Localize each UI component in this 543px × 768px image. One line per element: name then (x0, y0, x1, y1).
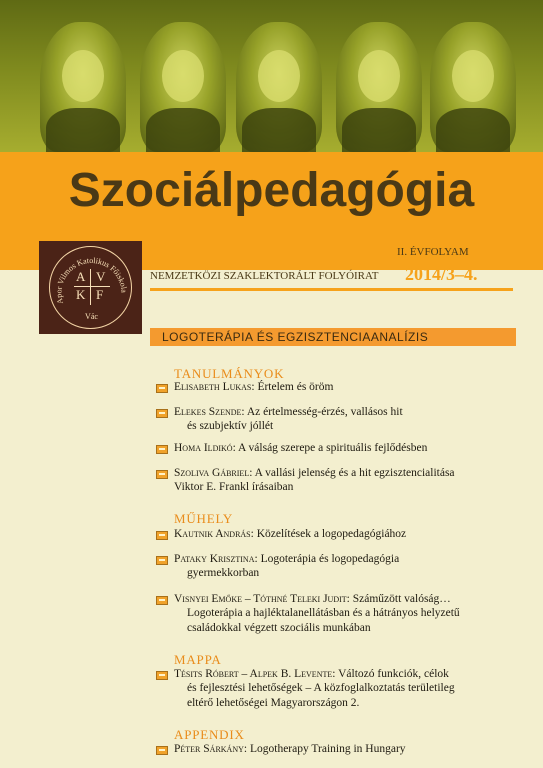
journal-type: NEMZETKÖZI SZAKLEKTORÁLT FOLYÓIRAT (150, 270, 379, 282)
toc-entry-continuation: családokkal végzett szociális munkában (187, 622, 371, 634)
section-heading: MŰHELY (174, 511, 234, 526)
bullet-icon (156, 409, 168, 418)
bullet-icon (156, 556, 168, 565)
section-heading: MAPPA (174, 652, 222, 667)
divider (150, 288, 513, 291)
bullet-icon (156, 445, 168, 454)
journal-title: Szociálpedagógia (68, 164, 475, 217)
bullet-icon (156, 470, 168, 479)
logo-seal (49, 246, 132, 329)
portrait-image (336, 22, 422, 152)
toc-entry[interactable]: Homa Ildikó: A válság szerepe a spirituális fejlődésben (174, 442, 428, 454)
toc-entry[interactable]: Péter Sárkány: Logotherapy Training in Hungary (174, 743, 406, 755)
bullet-icon (156, 671, 168, 680)
bullet-icon (156, 384, 168, 393)
theme-bar (150, 328, 516, 346)
section-heading: TANULMÁNYOK (174, 366, 285, 381)
bullet-icon (156, 746, 168, 755)
toc-entry[interactable]: Szoliva Gábriel: A vallási jelenség és a hit egzisztencialitása (174, 467, 455, 479)
portrait-banner (0, 0, 543, 152)
university-logo (39, 241, 142, 334)
issue-number: 2014/3–4. (405, 264, 478, 284)
logo-letters: A V K F (74, 269, 110, 305)
toc-entry[interactable]: Kautnik András: Közelítések a logopedagógiához (174, 528, 407, 540)
portrait-image (40, 22, 126, 152)
toc-entry-continuation: és fejlesztési lehetőségek – A közfoglalkoztatás területileg (187, 682, 455, 694)
bullet-icon (156, 531, 168, 540)
toc-entry[interactable]: Pataky Krisztina: Logoterápia és logopedagógia (174, 553, 400, 565)
toc-entry[interactable]: Tésits Róbert – Alpek B. Levente: Változó funkciók, célok (174, 668, 449, 680)
volume-label: II. ÉVFOLYAM (397, 246, 469, 258)
toc-entry-continuation: és szubjektív jóllét (187, 420, 274, 432)
toc-entry[interactable]: Elekes Szende: Az értelmesség-érzés, vallásos hit (174, 406, 403, 418)
section-heading: APPENDIX (174, 727, 245, 742)
logo-city: Vác (85, 312, 98, 321)
portrait-image (236, 22, 322, 152)
toc-entry-continuation: gyermekkorban (187, 567, 260, 579)
toc-entry[interactable]: Visnyei Emőke – Tóthné Teleki Judit: Száműzött valóság… (174, 593, 451, 605)
portrait-image (140, 22, 226, 152)
toc-entry-continuation: eltérő lehetőségei Magyarországon 2. (187, 697, 360, 709)
svg-text:Apor Vilmos Katolikus Főiskola: Apor Vilmos Katolikus Főiskola (54, 255, 129, 305)
theme-label: LOGOTERÁPIA ÉS EGZISZTENCIAANALÍZIS (162, 330, 429, 344)
bullet-icon (156, 596, 168, 605)
toc-entry-continuation: Logoterápia a hajléktalanellátásban és a hátrányos helyzetű (187, 607, 460, 619)
toc-entry[interactable]: Elisabeth Lukas: Értelem és öröm (174, 381, 334, 393)
portrait-image (430, 22, 516, 152)
toc-entry-continuation: Viktor E. Frankl írásaiban (174, 481, 294, 493)
